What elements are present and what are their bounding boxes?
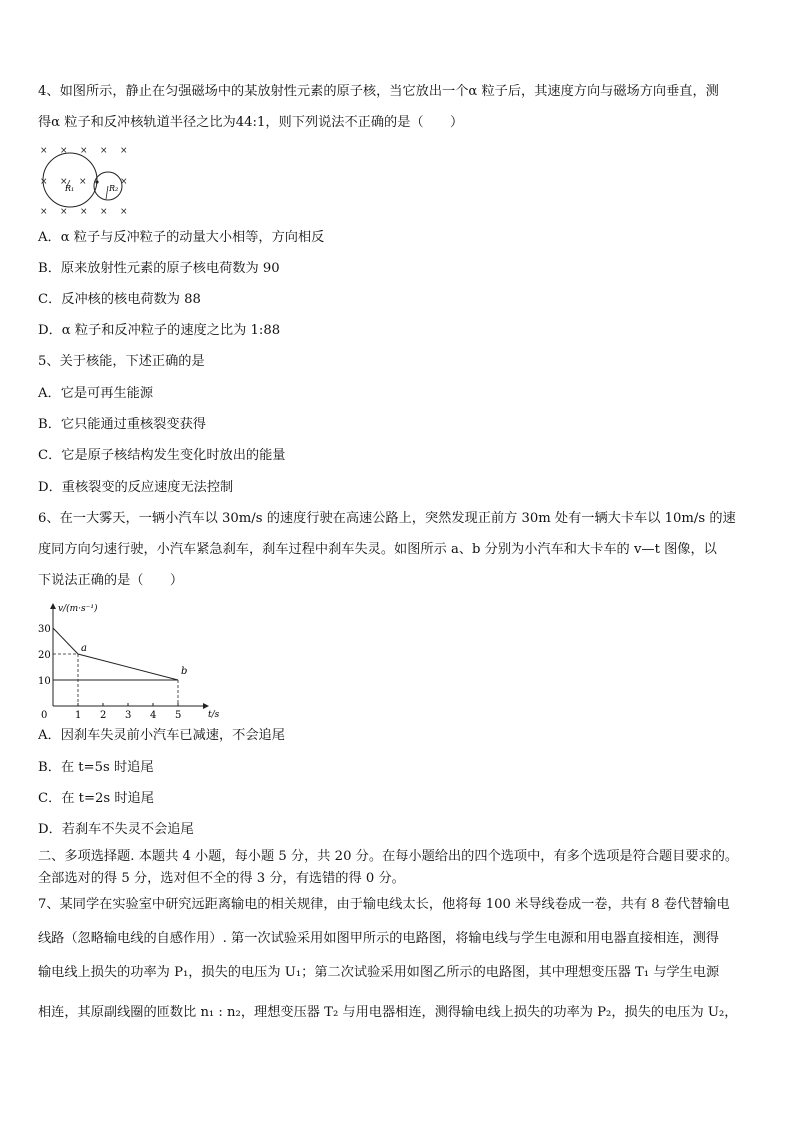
- field-cross-mark: ×: [120, 207, 128, 217]
- x-tick-label: 1: [75, 710, 82, 718]
- x-tick-label: 0: [41, 710, 48, 718]
- x-axis-label: t/s: [208, 710, 220, 718]
- nucleus-point: [95, 180, 98, 183]
- q5-option-b: B．它只能通过重核裂变获得: [38, 417, 206, 432]
- series-label-a: a: [81, 643, 87, 654]
- q4-stem-line-1: 4、如图所示，静止在匀强磁场中的某放射性元素的原子核，当它放出一个α 粒子后，其速度方向与磁场方向垂直，测: [38, 84, 719, 99]
- q7-stem-line-3: 输电线上损失的功率为 P₁，损失的电压为 U₁；第二次试验采用如图乙所示的电路图，其中理想变压器 T₁ 与学生电源: [38, 965, 720, 980]
- field-cross-mark: ×: [60, 207, 68, 217]
- field-cross-mark: ×: [60, 146, 68, 156]
- field-cross-mark: ×: [120, 177, 128, 187]
- q4-stem-line-2: 得α 粒子和反冲核轨道半径之比为44:1，则下列说法不正确的是（ ）: [38, 115, 464, 130]
- q6-vt-chart: [36, 598, 226, 718]
- y-tick-label: 10: [38, 676, 51, 687]
- field-cross-mark: ×: [79, 177, 87, 187]
- section2-heading-line-2: 全部选对的得 5 分，选对但不全的得 3 分，有选错的得 0 分。: [38, 871, 405, 886]
- magnetic-field-diagram: [36, 142, 136, 218]
- q7-stem-line-4: 相连，其原副线圈的匝数比 n₁ : n₂，理想变压器 T₂ 与用电器相连，测得输电线上损失的功率为 P₂，损失的电压为 U₂，: [38, 1005, 738, 1020]
- r2-radius-line: [106, 186, 108, 199]
- x-tick-label: 5: [175, 710, 182, 718]
- q7-stem-line-1: 7、某同学在实验室中研究远距离输电的相关规律，由于输电线太长，他将每 100 米导线卷成一卷，共有 8 卷代替输电: [38, 897, 730, 912]
- series-label-b: b: [181, 666, 188, 677]
- field-cross-mark: ×: [60, 177, 68, 187]
- field-cross-mark: ×: [40, 177, 48, 187]
- field-cross-mark: ×: [120, 146, 128, 156]
- q7-stem-line-2: 线路（忽略输电线的自感作用）. 第一次试验采用如图甲所示的电路图，将输电线与学生电源和用电器直接相连，测得: [38, 931, 719, 946]
- y-axis-label: v/(m·s⁻¹): [58, 604, 98, 614]
- q6-stem-line-3: 下说法正确的是（ ）: [38, 573, 184, 588]
- x-tick-label: 4: [150, 710, 157, 718]
- q5-stem: 5、关于核能，下述正确的是: [38, 354, 205, 369]
- r2-label: R₂: [109, 184, 119, 193]
- q5-option-d: D．重核裂变的反应速度无法控制: [38, 480, 234, 495]
- field-cross-mark: ×: [100, 146, 108, 156]
- q6-stem-line-1: 6、在一大雾天，一辆小汽车以 30m/s 的速度行驶在高速公路上，突然发现正前方 30m 处有一辆大卡车以 10m/s 的速: [38, 511, 736, 526]
- q4-option-c: C．反冲核的核电荷数为 88: [38, 292, 201, 307]
- field-cross-mark: ×: [40, 207, 48, 217]
- q4-option-b: B．原来放射性元素的原子核电荷数为 90: [38, 261, 280, 276]
- q6-option-d: D．若刹车不失灵不会追尾: [38, 822, 194, 837]
- section2-heading-line-1: 二、多项选择题. 本题共 4 小题，每小题 5 分，共 20 分。在每小题给出的四个选项中，有多个选项是符合题目要求的。: [38, 849, 739, 864]
- y-tick-label: 30: [38, 624, 51, 635]
- q6-option-a: A．因刹车失灵前小汽车已减速，不会追尾: [38, 728, 285, 743]
- q5-option-c: C．它是原子核结构发生变化时放出的能量: [38, 448, 286, 463]
- x-tick-label: 2: [100, 710, 107, 718]
- y-tick-label: 20: [38, 650, 51, 661]
- field-cross-mark: ×: [100, 207, 108, 217]
- r1-label: R₁: [65, 184, 75, 193]
- q6-option-c: C．在 t=2s 时追尾: [38, 791, 154, 806]
- q6-option-b: B．在 t=5s 时追尾: [38, 760, 154, 775]
- field-cross-mark: ×: [80, 207, 88, 217]
- series-line-a: [53, 628, 178, 680]
- q4-option-a: A．α 粒子与反冲粒子的动量大小相等，方向相反: [38, 230, 325, 245]
- field-cross-mark: ×: [40, 146, 48, 156]
- field-cross-mark: ×: [80, 146, 88, 156]
- q4-magnetic-field-figure: [36, 142, 136, 218]
- q5-option-a: A．它是可再生能源: [38, 386, 154, 401]
- x-tick-label: 3: [125, 710, 132, 718]
- q6-stem-line-2: 度同方向匀速行驶，小汽车紧急刹车，刹车过程中刹车失灵。如图所示 a、b 分别为小汽车和大卡车的 v—t 图像，以: [38, 542, 717, 557]
- q4-option-d: D．α 粒子和反冲粒子的速度之比为 1:88: [38, 323, 281, 338]
- vt-chart-svg: [36, 598, 226, 718]
